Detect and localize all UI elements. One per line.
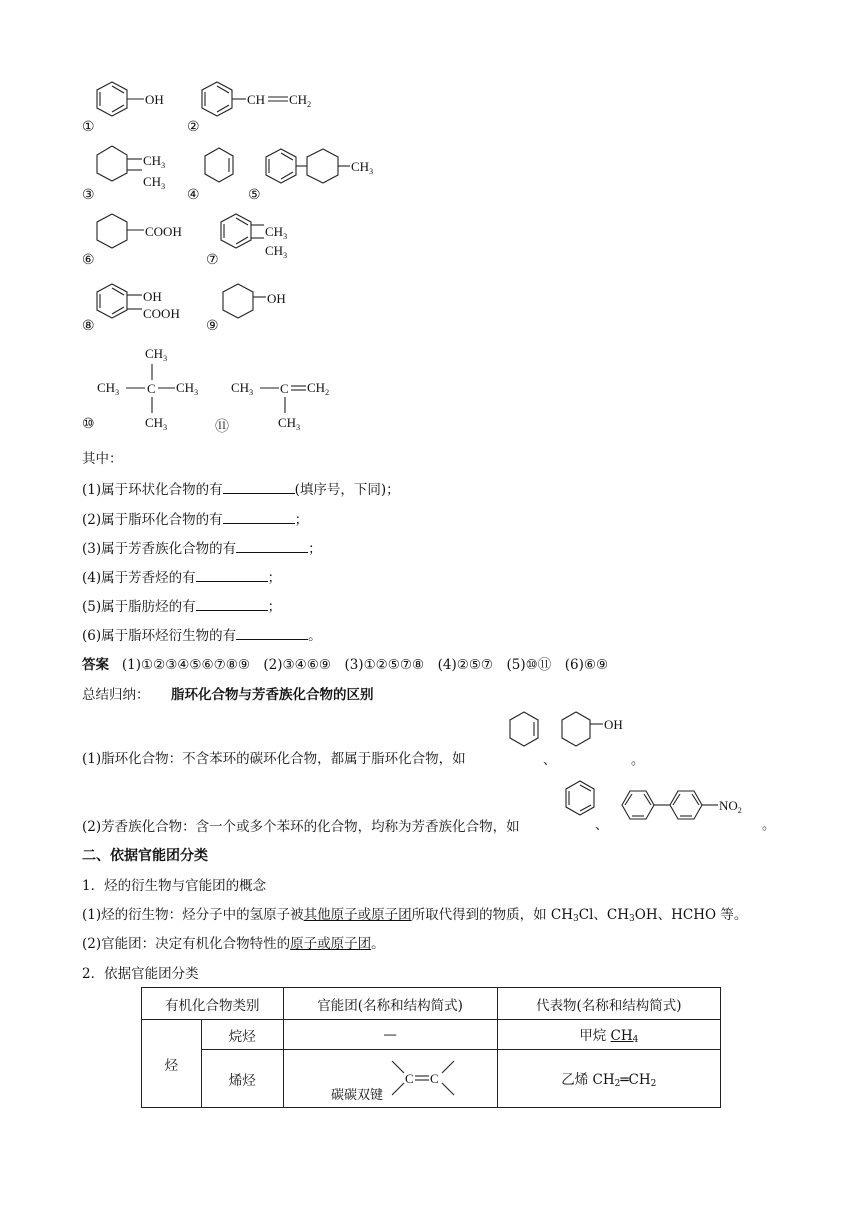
table-cell: 烯烃 bbox=[201, 1050, 283, 1108]
alicyclic-examples-figure bbox=[506, 706, 656, 770]
svg-text:COOH: COOH bbox=[145, 224, 182, 239]
compound-number: ⑦ bbox=[206, 252, 219, 268]
svg-text:碳碳双键: 碳碳双键 bbox=[330, 1086, 383, 1102]
table-header-row bbox=[142, 988, 721, 1020]
answer-blank[interactable] bbox=[236, 539, 308, 553]
svg-text:CH3: $CH_3$ bbox=[145, 346, 168, 363]
svg-text:CH3: $CH_3$ bbox=[278, 415, 301, 432]
svg-text:CH: CH bbox=[247, 92, 266, 107]
compound-1-group: OH bbox=[145, 92, 164, 107]
compound-number: ⑧ bbox=[82, 318, 95, 334]
table-row bbox=[142, 1050, 721, 1108]
table-cell bbox=[283, 1050, 497, 1108]
svg-text:C: C bbox=[429, 1070, 439, 1086]
table-cell: 甲烷 $CH_4$ bbox=[497, 1020, 720, 1050]
compound-10-structure bbox=[97, 346, 198, 432]
answer-blank[interactable] bbox=[223, 480, 295, 494]
compound-number: ⑩ bbox=[82, 416, 95, 432]
compound-number: ⑨ bbox=[206, 318, 219, 334]
table-header: 官能团(名称和结构简式) bbox=[283, 988, 497, 1020]
question-2: (2)属于脂环化合物的有 ； bbox=[82, 512, 309, 528]
svg-text:C: C bbox=[147, 381, 156, 396]
answer-blank[interactable] bbox=[223, 510, 295, 524]
compound-4-structure bbox=[205, 148, 233, 182]
compound-11-structure bbox=[231, 380, 329, 432]
functional-group-table bbox=[141, 987, 721, 1108]
svg-text:OH: OH bbox=[604, 717, 623, 732]
subsection-title: 1．烃的衍生物与官能团的概念 bbox=[82, 878, 267, 894]
compound-number: ③ bbox=[82, 187, 95, 203]
svg-text:、: 、 bbox=[543, 752, 557, 767]
svg-text:CH2: $CH_2$ bbox=[289, 92, 312, 109]
compound-number: ④ bbox=[187, 187, 200, 203]
compound-3-structure bbox=[97, 146, 165, 191]
compound-1-structure bbox=[97, 82, 164, 116]
svg-text:。: 。 bbox=[631, 752, 645, 767]
compound-8-structure bbox=[97, 284, 180, 321]
answer-label: 答案 bbox=[82, 657, 109, 673]
compound-number: ⑪ bbox=[215, 419, 229, 435]
table-header: 有机化合物类别 bbox=[142, 988, 284, 1020]
svg-text:CH3: $CH_3$ bbox=[265, 243, 288, 260]
svg-text:CH3: $CH_3$ bbox=[265, 224, 288, 241]
summary-heading: 总结归纳： 脂环化合物与芳香族化合物的区别 bbox=[82, 687, 374, 703]
compound-7-structure bbox=[221, 214, 287, 260]
section-title: 二、依据官能团分类 bbox=[82, 848, 208, 864]
svg-text:OH: OH bbox=[267, 291, 286, 306]
compound-number: ② bbox=[187, 119, 200, 135]
svg-text:CH3: $CH_3$ bbox=[143, 174, 166, 191]
svg-text:CH3: $CH_3$ bbox=[351, 159, 374, 176]
answer-text: (1)①②③④⑤⑥⑦⑧⑨ (2)③④⑥⑨ (3)①②⑤⑦⑧ (4)②⑤⑦ (5)⑩⑪ (6)⑥⑨ bbox=[121, 657, 609, 673]
table-row bbox=[142, 1020, 721, 1050]
answer-blank[interactable] bbox=[196, 597, 268, 611]
compound-2-structure bbox=[202, 82, 311, 116]
svg-text:CH3: $CH_3$ bbox=[143, 153, 166, 170]
question-3: (3)属于芳香族化合物的有 ； bbox=[82, 541, 322, 557]
compound-9-structure bbox=[223, 284, 286, 318]
subsection-title: 2．依据官能团分类 bbox=[82, 966, 199, 982]
derivative-definition: (1)烃的衍生物：烃分子中的氢原子被其他原子或原子团所取代得到的物质，如 $CH_3Cl$、$CH_3OH$、HCHO 等。 bbox=[82, 907, 748, 924]
compound-5-structure bbox=[266, 149, 373, 183]
double-bond-figure bbox=[284, 1051, 496, 1107]
compound-6-structure bbox=[97, 214, 182, 248]
svg-text:CH2: $CH_2$ bbox=[307, 380, 330, 397]
svg-text:、: 、 bbox=[595, 817, 609, 832]
svg-text:。: 。 bbox=[762, 817, 776, 832]
table-header: 代表物(名称和结构简式) bbox=[497, 988, 720, 1020]
table-cell: — bbox=[283, 1020, 497, 1050]
compound-number: ⑥ bbox=[82, 252, 95, 268]
aromatic-examples-figure bbox=[562, 777, 782, 833]
svg-text:CH3: $CH_3$ bbox=[176, 380, 199, 397]
question-6: (6)属于脂环烃衍生物的有 。 bbox=[82, 628, 322, 644]
svg-text:CH3: $CH_3$ bbox=[97, 380, 120, 397]
table-cell: 乙烯 $CH_2═CH_2$ bbox=[497, 1050, 720, 1108]
table-cell: 烷烃 bbox=[201, 1020, 283, 1050]
compound-number: ① bbox=[82, 119, 95, 135]
svg-text:CH3: $CH_3$ bbox=[231, 380, 254, 397]
svg-text:C: C bbox=[404, 1070, 414, 1086]
table-cell-group: 烃 bbox=[142, 1020, 202, 1108]
aromatic-definition: (2)芳香族化合物：含一个或多个苯环的化合物，均称为芳香族化合物，如 bbox=[82, 819, 520, 835]
structures-figure bbox=[0, 0, 860, 440]
answer-blank[interactable] bbox=[196, 568, 268, 582]
answer-blank[interactable] bbox=[236, 626, 308, 640]
svg-text:NO2: $NO_2$ bbox=[719, 798, 742, 815]
question-5: (5)属于脂肪烃的有 ； bbox=[82, 599, 282, 615]
compound-number: ⑤ bbox=[248, 187, 261, 203]
alicyclic-definition: (1)脂环化合物：不含苯环的碳环化合物，都属于脂环化合物，如 bbox=[82, 751, 466, 767]
question-1: (1)属于环状化合物的有 (填序号，下同)； bbox=[82, 482, 400, 498]
answer-line bbox=[82, 653, 608, 673]
intro-text: 其中： bbox=[82, 451, 123, 467]
svg-text:C: C bbox=[280, 381, 289, 396]
svg-text:OH: OH bbox=[143, 289, 162, 304]
svg-text:COOH: COOH bbox=[143, 306, 180, 321]
functional-group-definition: (2)官能团：决定有机化合物特性的原子或原子团。 bbox=[82, 936, 385, 952]
question-4: (4)属于芳香烃的有 ； bbox=[82, 570, 282, 586]
svg-text:CH3: $CH_3$ bbox=[145, 415, 168, 432]
